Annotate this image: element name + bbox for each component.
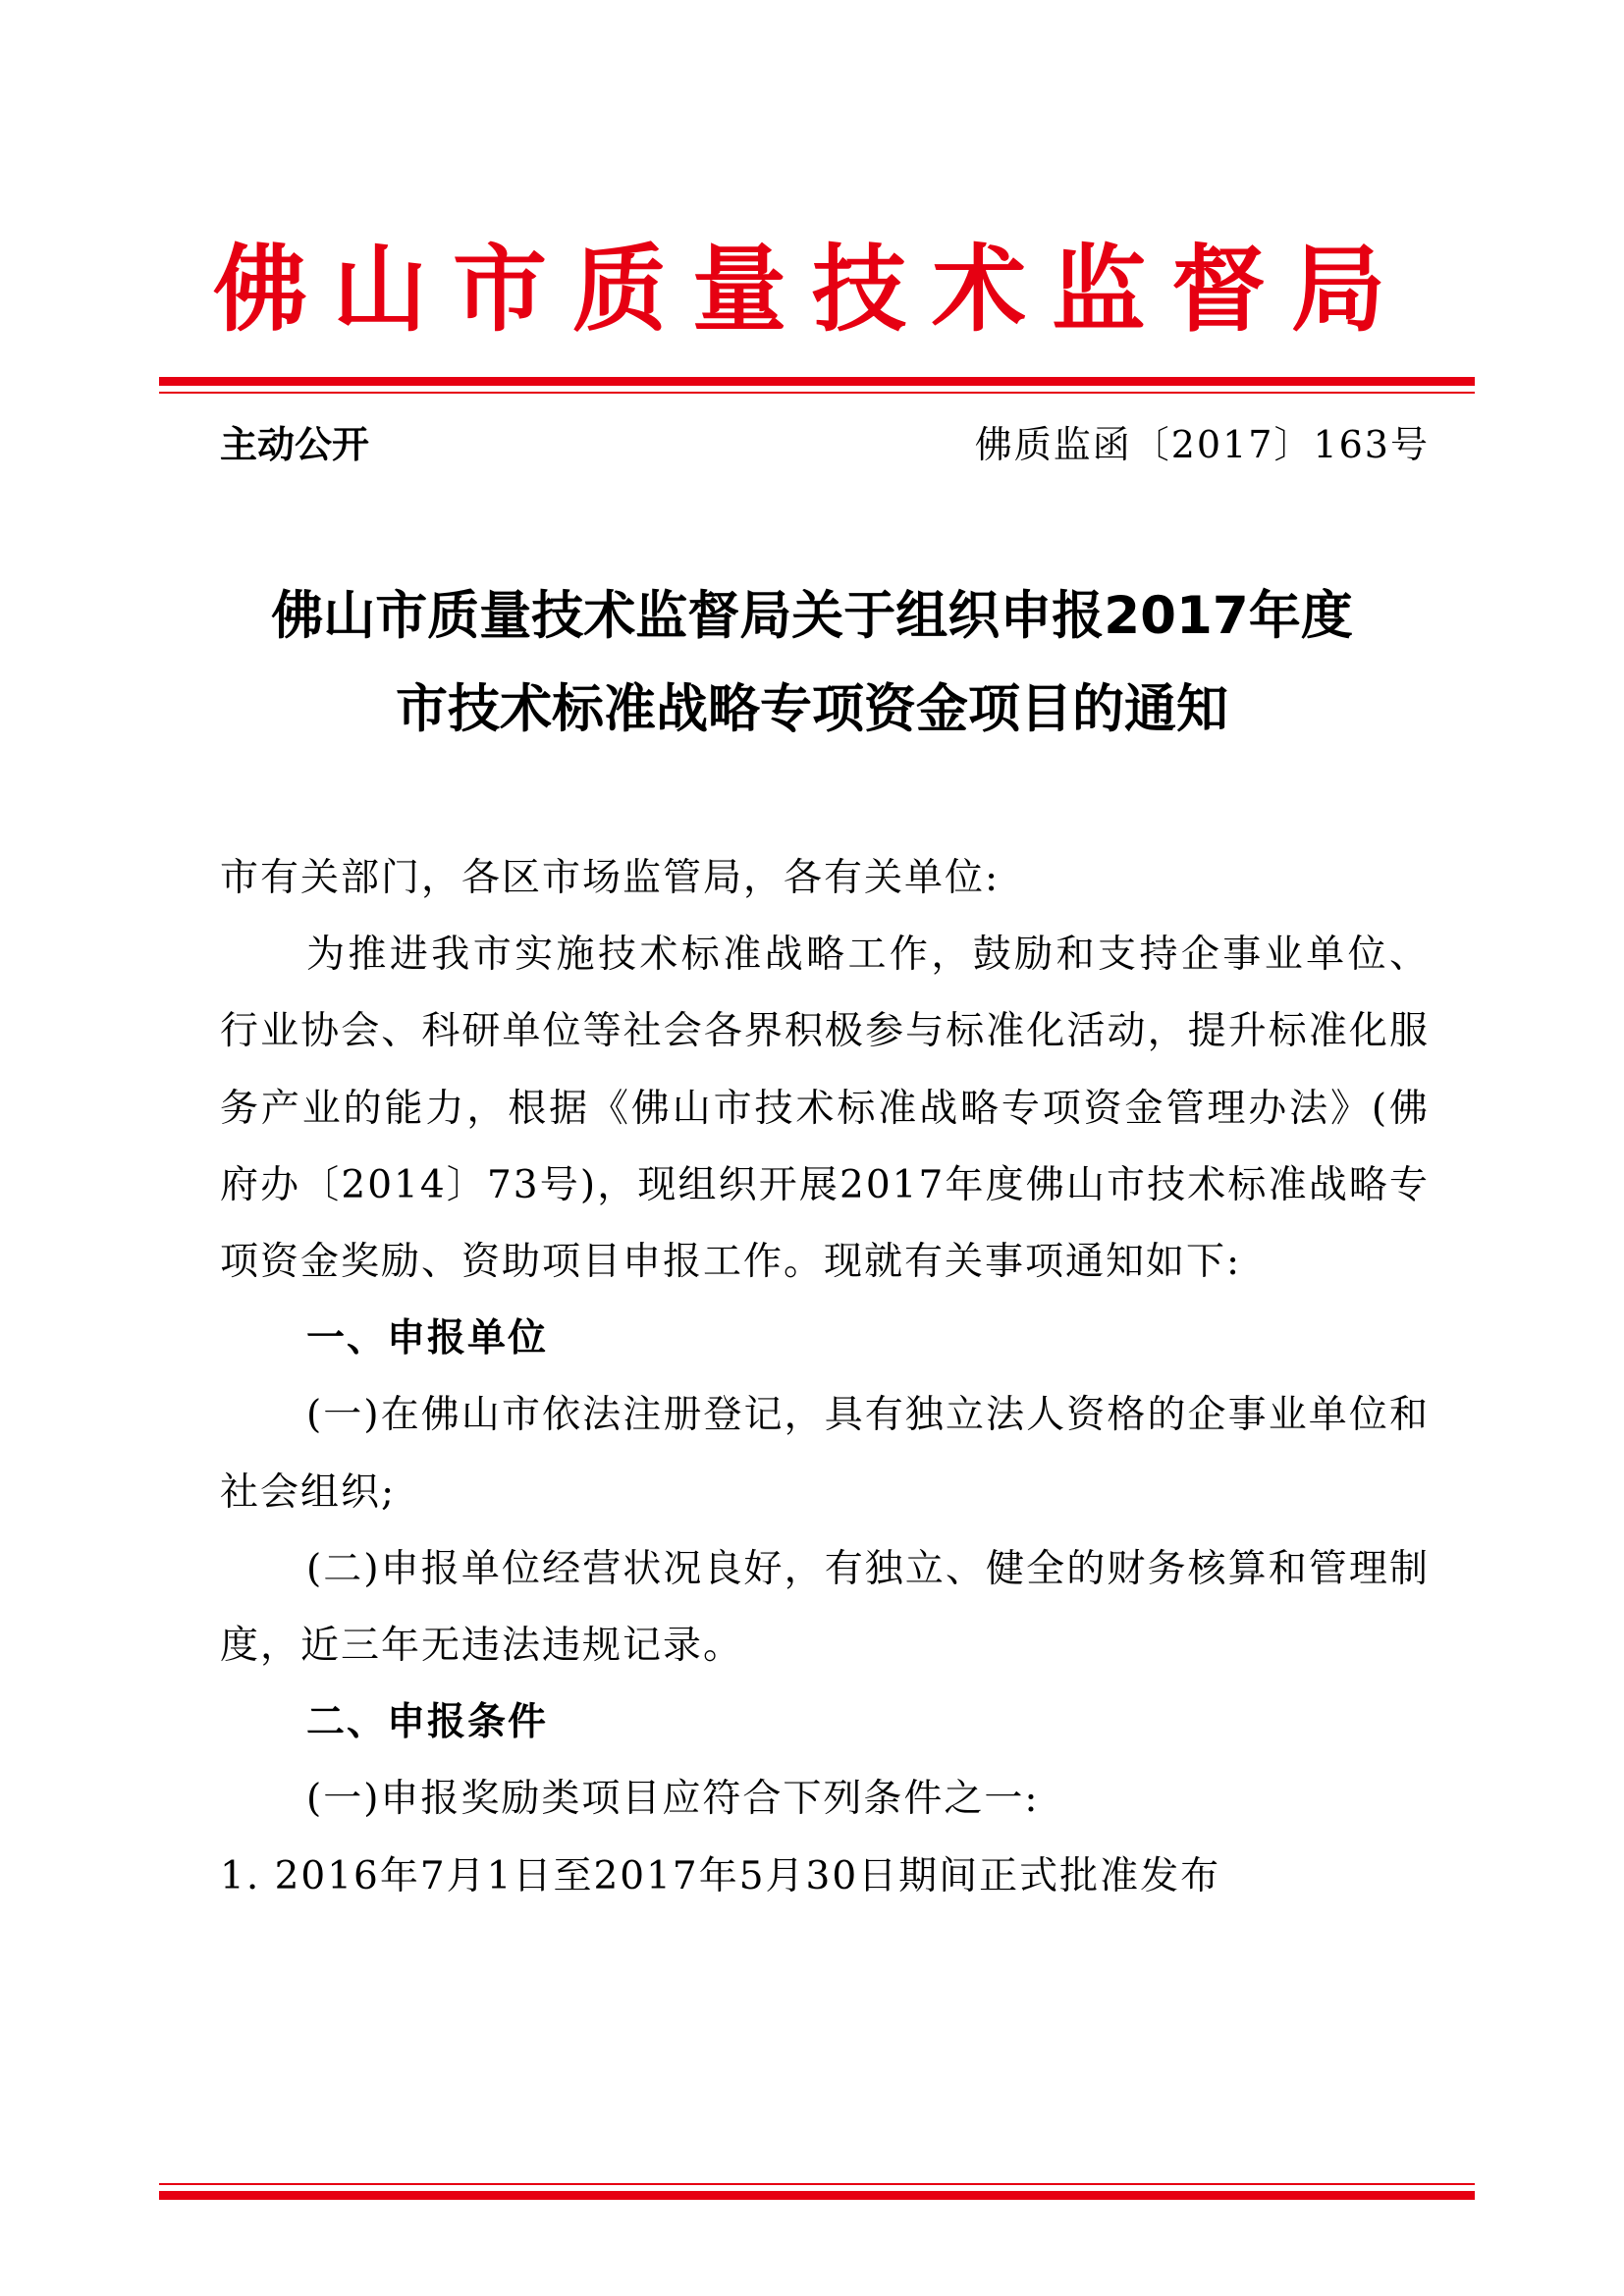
header-red-rule-thick [159,377,1475,386]
section-1-heading: 一、申报单位 [306,1316,549,1362]
section-1-item-2: (二)申报单位经营状况良好，有独立、健全的财务核算和管理制度，近三年无违法违规记录。 [220,1546,1430,1669]
header-red-rule-thin [159,392,1475,394]
intro-paragraph: 为推进我市实施技术标准战略工作，鼓励和支持企事业单位、行业协会、科研单位等社会各界积极参与标准化活动，提升标准化服务产业的能力，根据《佛山市技术标准战略专项资金管理办法》(佛府办〔2014〕73号)，现组织开展2017年度佛山市技术标准战略专项资金奖励、资助项目申报工作。现就有关事项通知如下: [220,933,1430,1285]
salutation: 市有关部门，各区市场监管局，各有关单位: [220,856,1001,900]
section-2-heading: 二、申报条件 [306,1700,549,1745]
document-title [196,569,1428,756]
disclosure-label: 主动公开 [220,423,370,466]
section-2-item-1: (一)申报奖励类项目应符合下列条件之一: [306,1777,1040,1822]
section-1-item-1: (一)在佛山市依法注册登记，具有独立法人资格的企事业单位和社会组织; [220,1393,1430,1515]
footer-red-rule-thick [159,2191,1475,2200]
section-2-point-1: 1. 2016年7月1日至2017年5月30日期间正式批准发布 [220,1853,1221,1898]
document-number: 佛质监函〔2017〕163号 [974,423,1430,466]
title-line-1: 佛山市质量技术监督局关于组织申报2017年度 [271,586,1353,646]
footer-red-rule-thin [159,2183,1475,2185]
title-line-2: 市技术标准战略专项资金项目的通知 [396,679,1228,739]
document-body [220,840,1430,1915]
issuer-name: 佛山市质量技术监督局 [213,235,1411,345]
